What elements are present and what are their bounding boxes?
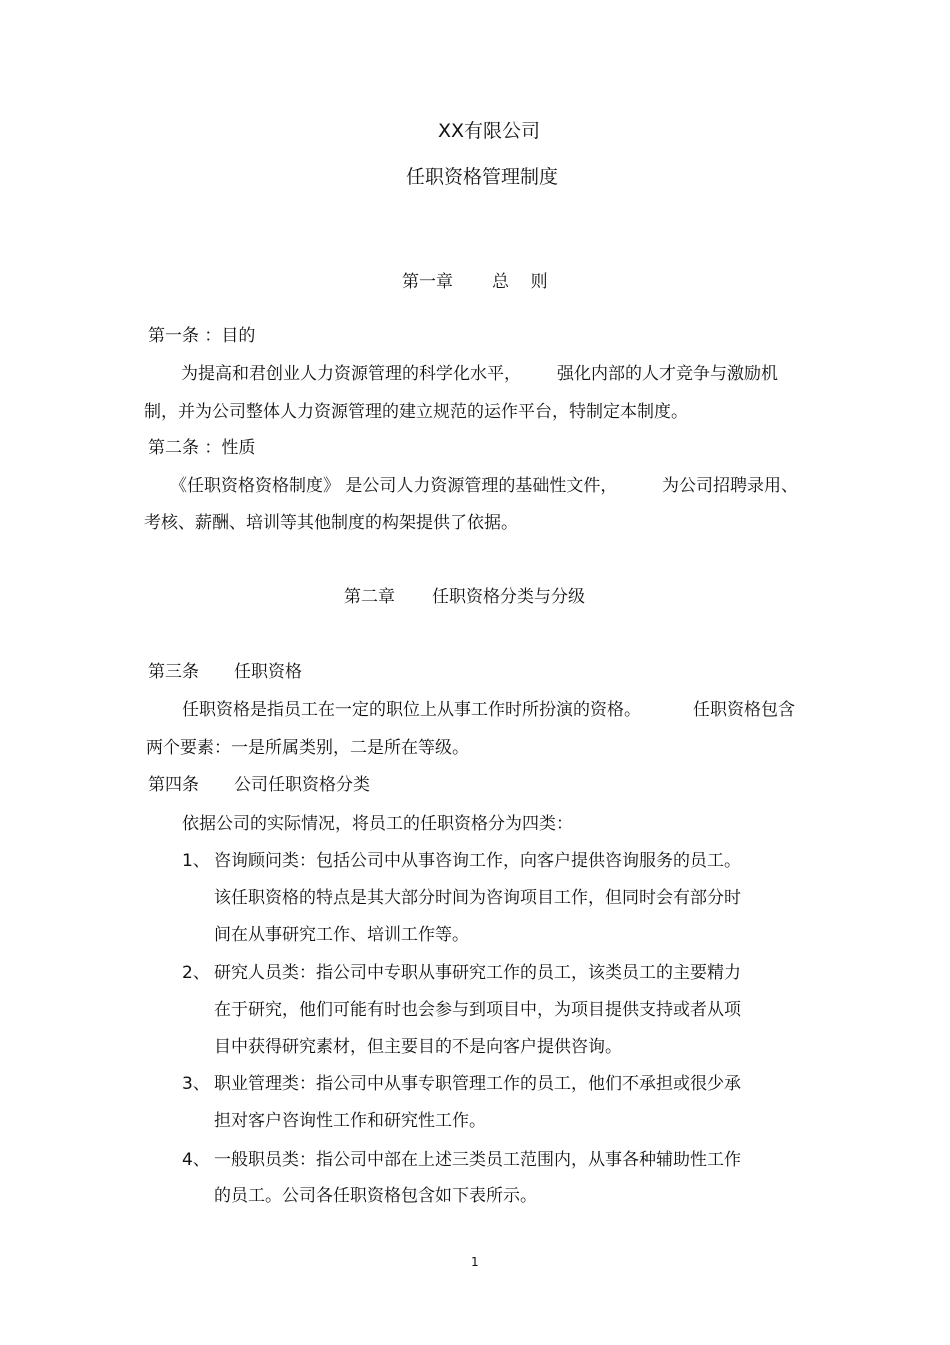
chapter2-title: 任职资格分类与分级	[432, 587, 585, 607]
chapter1-title: 总 则	[492, 272, 548, 292]
article3-text-c: 两个要素：一是所属类别，二是所在等级。	[146, 738, 469, 758]
list-item-line: 目中获得研究素材，但主要目的不是向客户提供咨询。	[214, 1037, 622, 1057]
chapter2-number: 第二章	[344, 587, 395, 607]
list-item-line: 的员工。公司各任职资格包含如下表所示。	[214, 1186, 537, 1206]
list-item-line: 一般职员类：指公司中部在上述三类员工范围内，从事各种辅助性工作	[214, 1150, 741, 1170]
list-item-line: 职业管理类：指公司中从事专职管理工作的员工，他们不承担或很少承	[214, 1074, 741, 1094]
article3-label-title: 任职资格	[234, 662, 302, 682]
page-number: 1	[471, 1255, 479, 1269]
list-item-number: 3、	[182, 1074, 210, 1094]
article1-text-a: 为提高和君创业人力资源管理的科学化水平，	[181, 364, 521, 384]
document-title: 任职资格管理制度	[406, 166, 559, 188]
list-item-line: 该任职资格的特点是其大部分时间为咨询项目工作，但同时会有部分时	[214, 888, 741, 908]
list-item-line: 在于研究，他们可能有时也会参与到项目中，为项目提供支持或者从项	[214, 1000, 741, 1020]
article1-label: 第一条 ：目的	[148, 326, 256, 346]
article1-text-c: 制，并为公司整体人力资源管理的建立规范的运作平台，特制定本制度。	[144, 402, 688, 422]
list-item-line: 担对客户咨询性工作和研究性工作。	[214, 1111, 486, 1131]
article3-text-a: 任职资格是指员工在一定的职位上从事工作时所扮演的资格。	[182, 700, 641, 720]
article4-label-title: 公司任职资格分类	[234, 775, 370, 795]
company-name: XX有限公司	[438, 120, 541, 142]
list-item-line: 研究人员类：指公司中专职从事研究工作的员工，该类员工的主要精力	[214, 963, 741, 983]
list-item-line: 咨询顾问类：包括公司中从事咨询工作，向客户提供咨询服务的员工。	[214, 851, 741, 871]
article3-label-number: 第三条	[148, 662, 199, 682]
article2-text-c: 考核、薪酬、培训等其他制度的构架提供了依据。	[144, 513, 518, 533]
list-item-number: 4、	[182, 1150, 210, 1170]
article2-text-b: 为公司招聘录用、	[662, 476, 798, 496]
chapter1-number: 第一章	[402, 272, 453, 292]
article2-label: 第二条 ：性质	[148, 438, 256, 458]
article3-text-b: 任职资格包含	[693, 700, 795, 720]
article4-intro: 依据公司的实际情况，将员工的任职资格分为四类：	[182, 814, 573, 834]
article2-text-a: 《任职资格资格制度》 是公司人力资源管理的基础性文件，	[170, 476, 618, 496]
list-item-number: 2、	[182, 963, 210, 983]
list-item-number: 1、	[182, 851, 210, 871]
list-item-line: 间在从事研究工作、培训工作等。	[214, 925, 469, 945]
article4-label-number: 第四条	[148, 775, 199, 795]
article1-text-b: 强化内部的人才竞争与激励机	[557, 364, 778, 384]
